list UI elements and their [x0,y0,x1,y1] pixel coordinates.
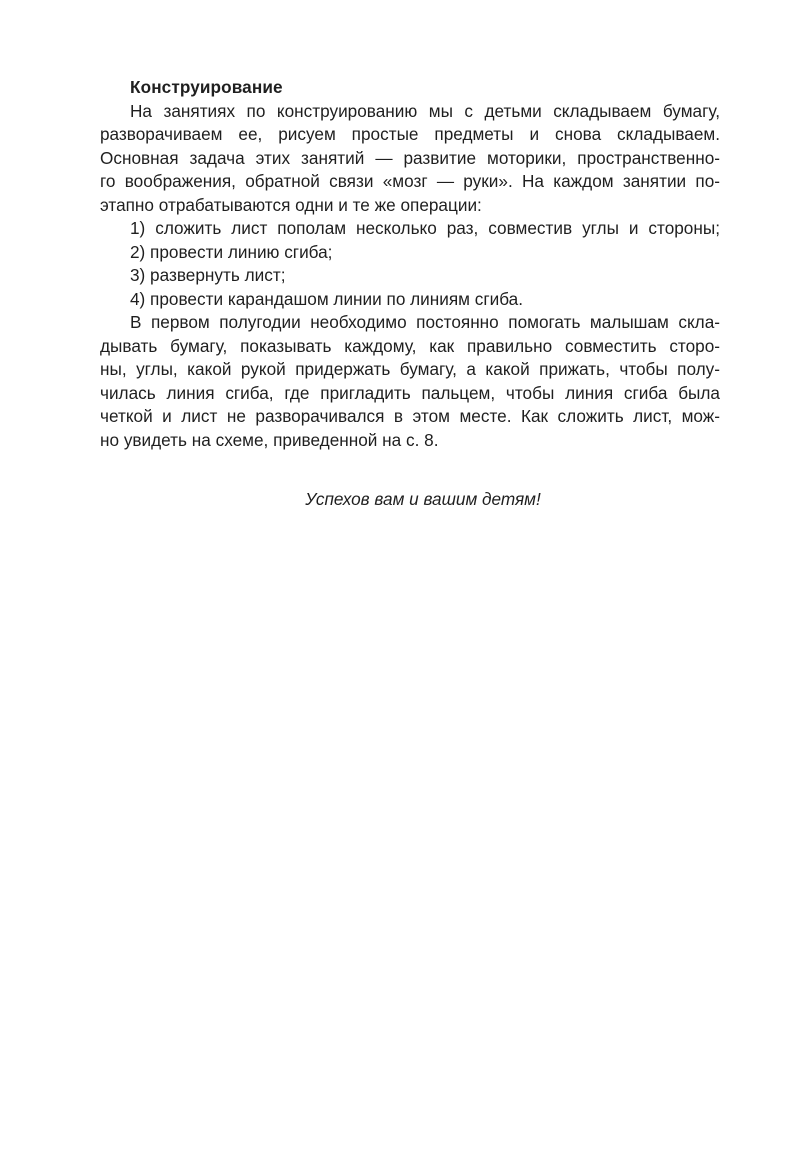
paragraph-advice [100,311,720,452]
paragraph-line: го воображения, обратной связи «мозг — руки». На каждом занятии по- [100,171,720,191]
paragraph-line: На занятиях по конструированию мы с детьми складываем бумагу, [130,100,720,121]
paragraph-line: четкой и лист не разворачивался в этом месте. Как сложить лист, мож- [100,406,720,426]
paragraph-line: ны, углы, какой рукой придержать бумагу, а какой прижать, чтобы полу- [100,359,720,379]
closing-wish: Успехов вам и вашим детям! [305,489,541,509]
paragraph-line: дывать бумагу, показывать каждому, как правильно совместить сторо- [100,335,720,356]
list-item: 2) провести линию сгиба; [130,241,333,262]
section-heading: Конструирование [130,77,283,97]
paragraph-intro [100,100,720,218]
steps-list [100,217,720,311]
paragraph-line: разворачиваем ее, рисуем простые предметы и снова складываем. [100,124,720,144]
paragraph-line: Основная задача этих занятий — развитие моторики, пространственно- [100,147,720,168]
list-item: 3) развернуть лист; [130,265,286,285]
list-item: 1) сложить лист пополам несколько раз, совместив углы и стороны; [130,218,720,238]
list-item: 4) провести карандашом линии по линиям сгиба. [130,288,524,309]
paragraph-line: В первом полугодии необходимо постоянно помогать малышам скла- [130,312,720,332]
paragraph-line: чилась линия сгиба, где пригладить пальцем, чтобы линия сгиба была [100,382,720,403]
paragraph-line: но увидеть на схеме, приведенной на с. 8. [100,429,439,450]
text-block [100,76,720,452]
paragraph-line: этапно отрабатываются одни и те же операции: [100,194,482,215]
